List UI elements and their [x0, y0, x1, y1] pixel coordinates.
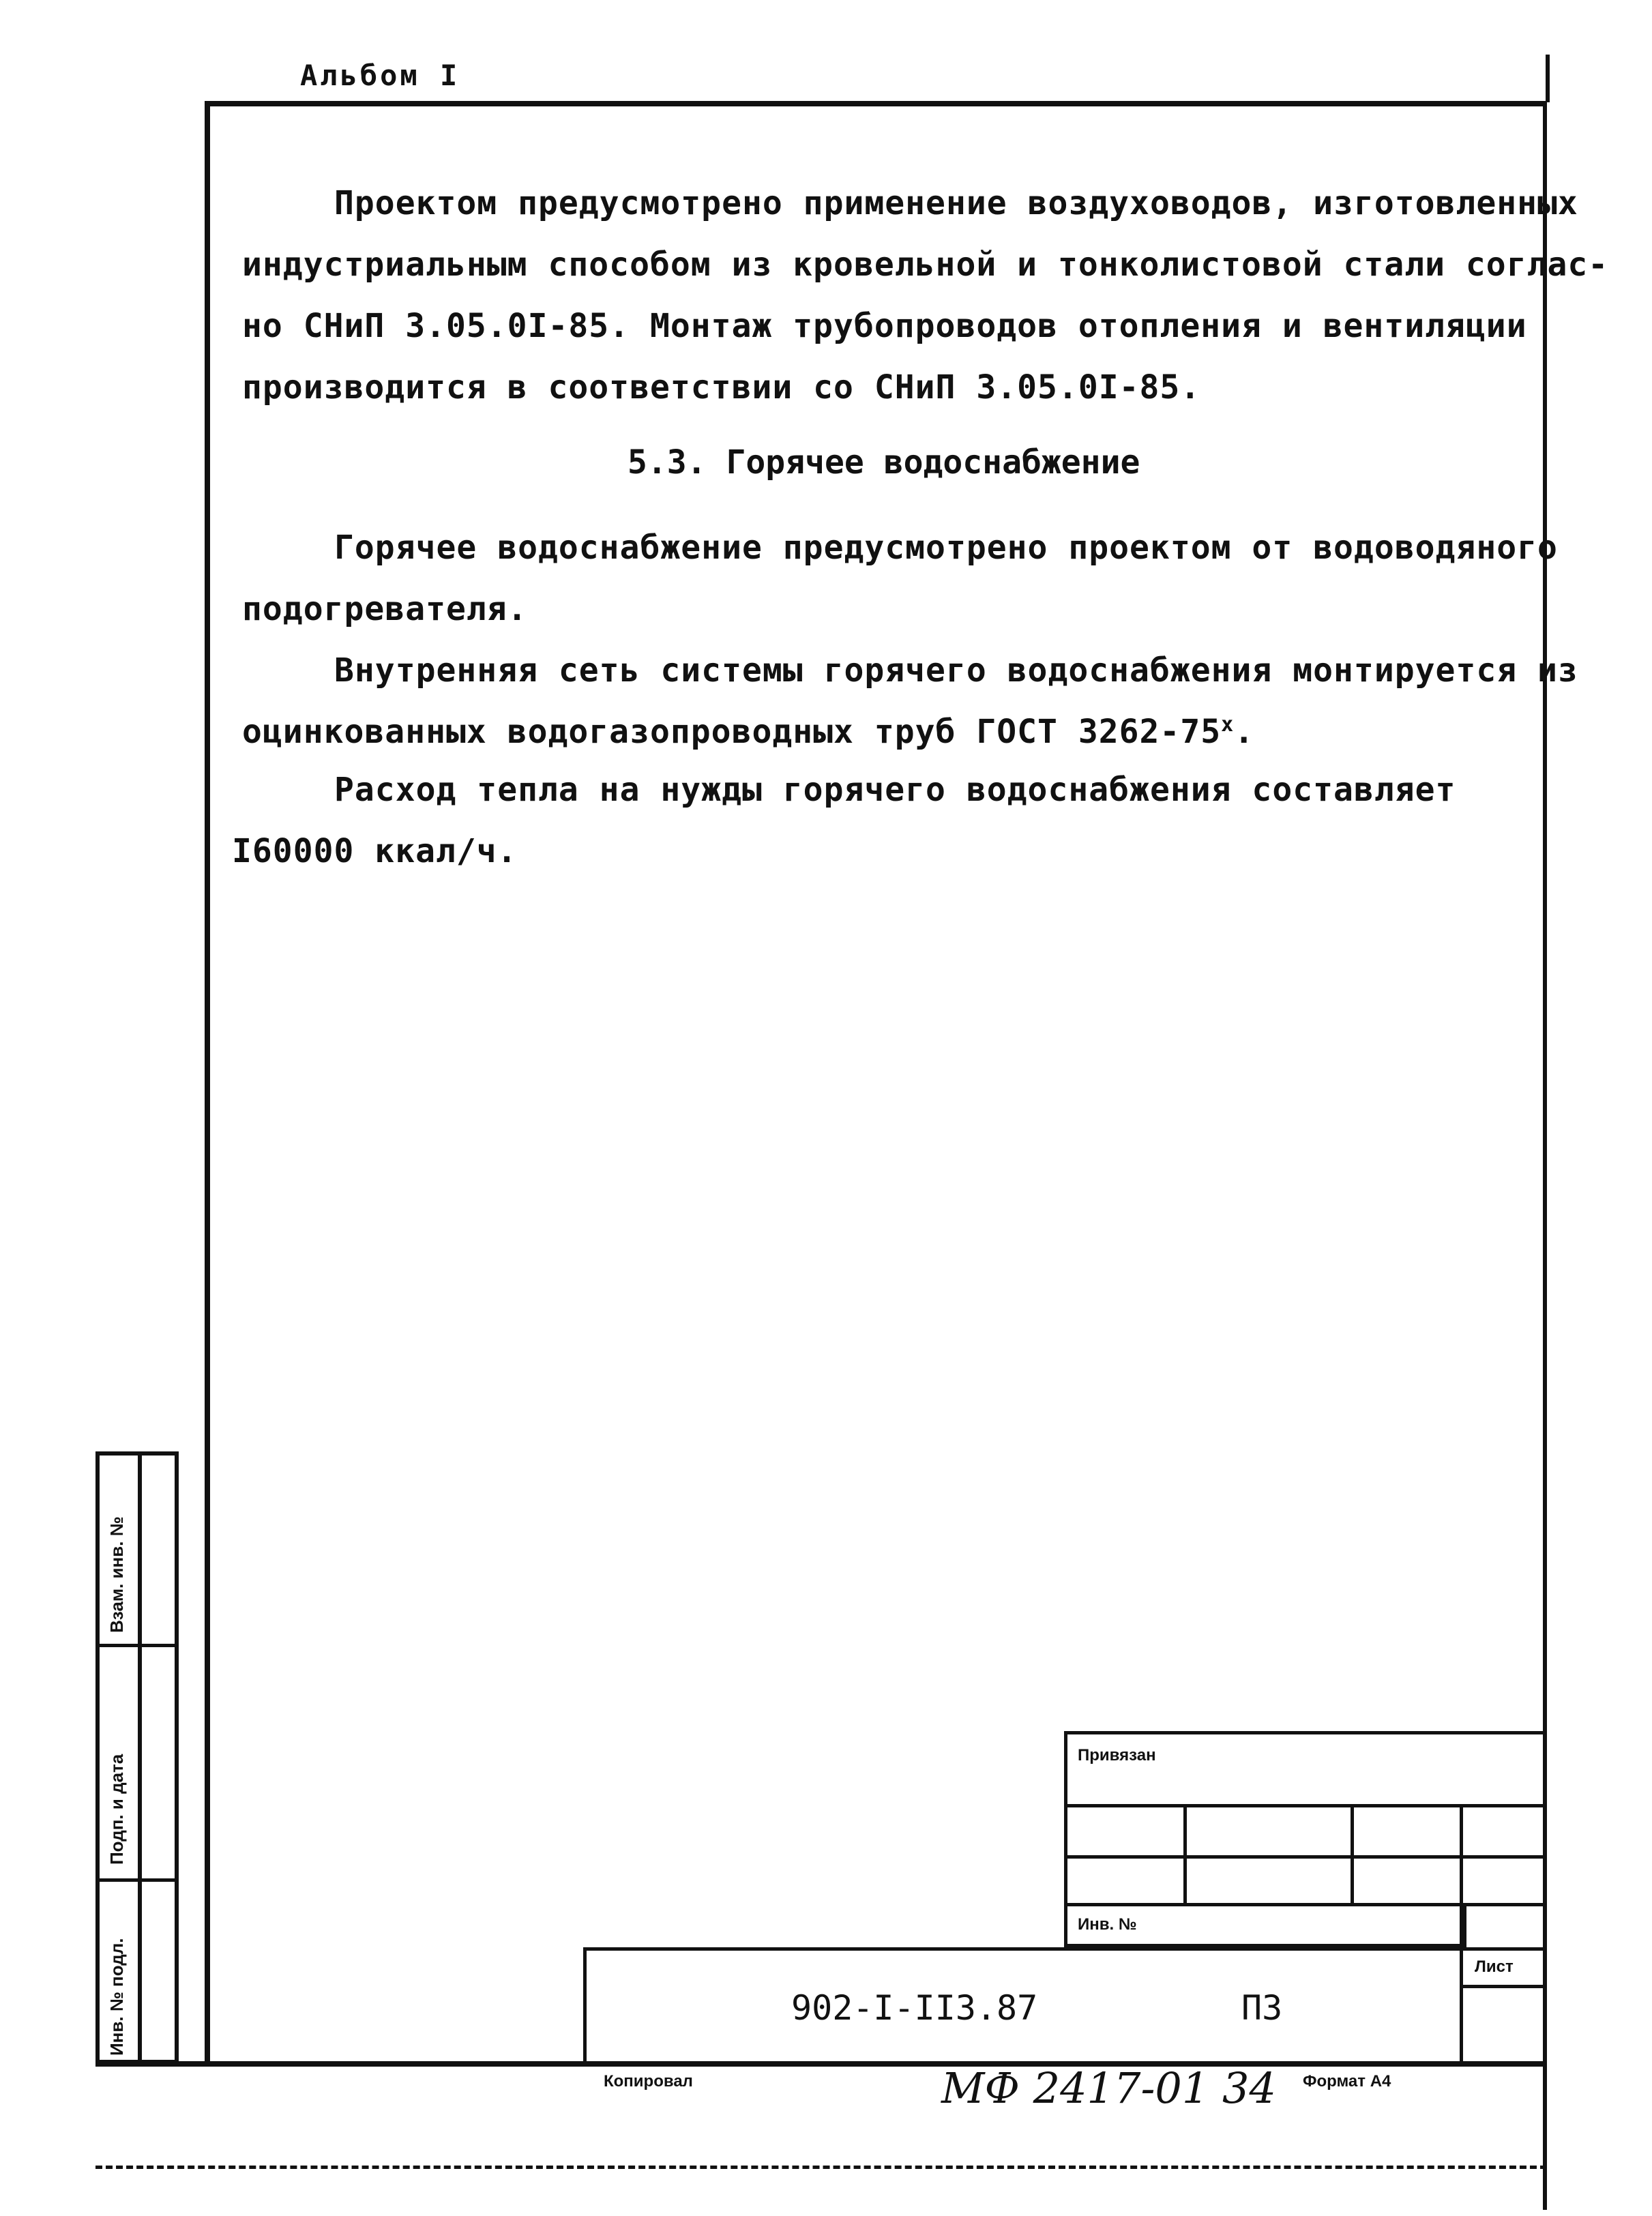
doc-code: 902-I-II3.87 — [791, 1988, 1038, 2028]
section-title: 5.3. Горячее водоснабжение — [628, 443, 1140, 482]
paragraph-line-4: производится в соответствии со СНиП 3.05.0I-85. — [242, 368, 1201, 407]
right-tail-line — [1543, 2060, 1547, 2210]
tb-mid-line — [1064, 1855, 1547, 1859]
stamp-podp: Подп. и дата — [106, 1754, 127, 1865]
hw-p2-line-2 — [242, 713, 1254, 751]
stamp-vz-inv: Взам. инв. № — [106, 1516, 127, 1633]
bottom-line — [95, 2061, 1547, 2067]
tb-privyazan-label: Привязан — [1078, 1746, 1156, 1764]
stamp-inv-podl: Инв. № подл. — [106, 1938, 127, 2056]
corner-mark — [1501, 55, 1550, 102]
tb-col-3 — [1460, 1804, 1547, 1947]
bottom-dashed-line — [95, 2166, 1547, 2169]
paragraph-line-1: Проектом предусмотрено применение воздуховодов, изготовленных — [334, 184, 1578, 222]
handwritten-note: МФ 2417-01 34 — [941, 2063, 1276, 2113]
stamp-inner-line — [138, 1456, 142, 2060]
hw-p2-line-1: Внутренняя сеть системы горячего водоснабжения монтируется из — [334, 651, 1578, 690]
copied-label: Копировал — [604, 2072, 693, 2091]
tb-inv-label: Инв. № — [1078, 1915, 1137, 1934]
margin-stamp — [95, 1451, 179, 2064]
hw-p2-text: оцинкованных водогазопроводных труб ГОСТ 3262-75 — [242, 713, 1222, 751]
album-header: Альбом I — [300, 59, 460, 92]
stamp-divider-1 — [100, 1644, 175, 1647]
paragraph-line-3: но СНиП 3.05.0I-85. Монтаж трубопроводов отопления и вентиляции — [242, 307, 1527, 345]
tb-sheet-label: Лист — [1475, 1958, 1514, 1976]
stamp-divider-2 — [100, 1878, 175, 1882]
hw-p3-line-1: Расход тепла на нужды горячего водоснабжения составляет — [334, 771, 1456, 809]
hw-p2-sup: х — [1221, 713, 1235, 737]
hw-p1-line-2: подогревателя. — [242, 590, 528, 628]
hw-p3-line-2: I60000 ккал/ч. — [232, 832, 518, 870]
tb-privyazan — [1064, 1731, 1547, 1807]
format-label: Формат А4 — [1303, 2072, 1391, 2091]
hw-p1-line-1: Горячее водоснабжение предусмотрено проектом от водоводяного — [334, 529, 1558, 567]
paragraph-line-2: индустриальным способом из кровельной и тонколистовой стали соглас- — [242, 246, 1609, 284]
doc-type: ПЗ — [1241, 1988, 1283, 2028]
tb-sheet-line — [1460, 1985, 1547, 1988]
hw-p2-dot: . — [1234, 713, 1255, 751]
